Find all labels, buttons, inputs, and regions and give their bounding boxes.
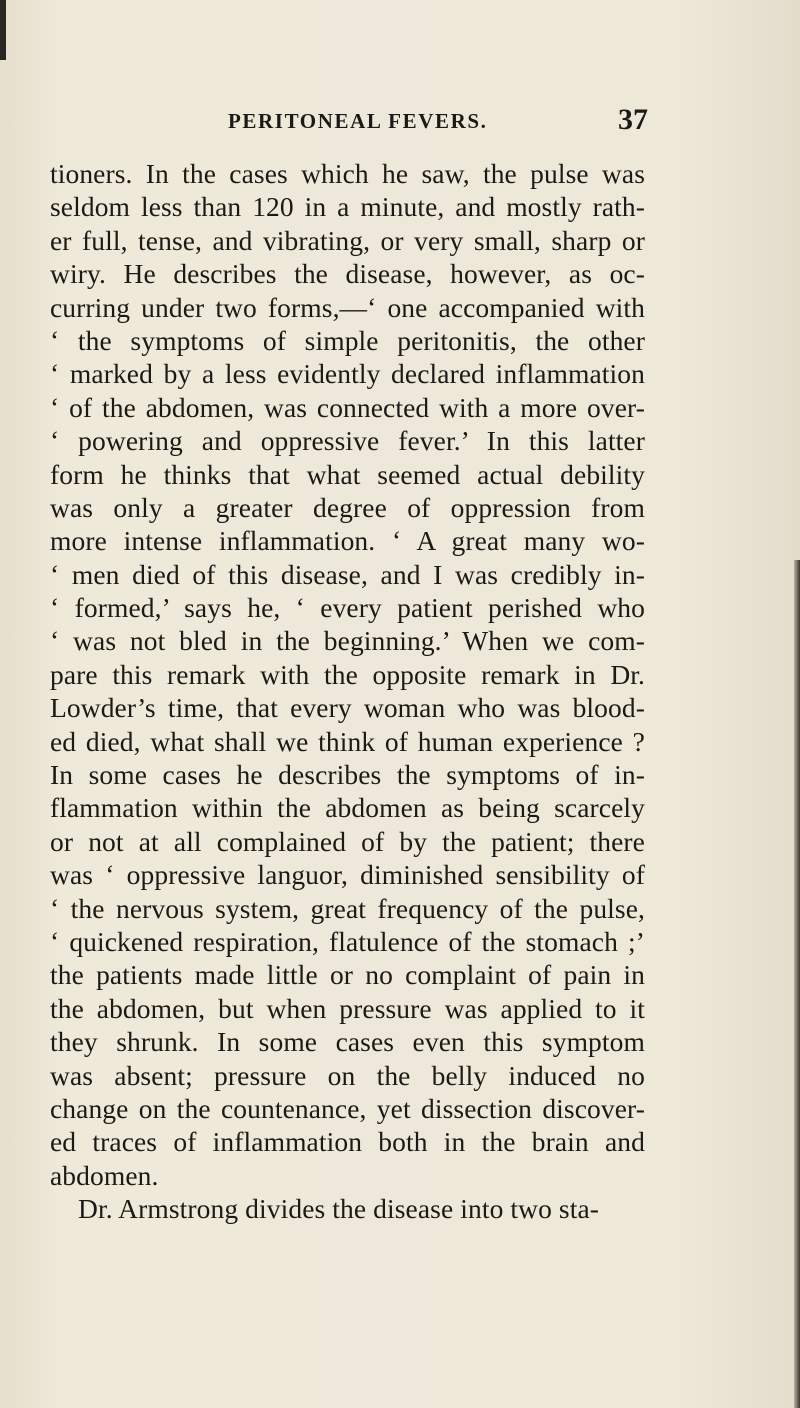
text-line: curring under two forms,—‘ one accompanied with [50, 291, 645, 323]
text-line: wiry. He describes the disease, however, as oc- [50, 258, 645, 290]
text-line: more intense inflammation. ‘ A great many wo- [50, 525, 645, 557]
text-line: ‘ of the abdomen, was connected with a more over- [50, 391, 645, 423]
text-line: ed traces of inflammation both in the brain and [50, 1126, 645, 1158]
text-line: ‘ powering and oppressive fever.’ In this latter [50, 425, 645, 457]
text-line: flammation within the abdomen as being scarcely [50, 792, 645, 824]
text-line: abdomen. [50, 1159, 159, 1191]
text-line: er full, tense, and vibrating, or very small, sharp or [50, 224, 645, 256]
text-line-paragraph-start: Dr. Armstrong divides the disease into two sta- [78, 1193, 600, 1225]
text-line: ‘ men died of this disease, and I was credibly in- [50, 558, 645, 590]
text-line: ed died, what shall we think of human experience ? [50, 725, 645, 757]
text-line: ‘ was not bled in the beginning.’ When we com- [50, 625, 645, 657]
scan-edge-right [794, 560, 800, 1408]
text-line: the abdomen, but when pressure was applied to it [50, 992, 645, 1024]
text-line: ‘ formed,’ says he, ‘ every patient perished who [50, 592, 645, 624]
text-line: was ‘ oppressive languor, diminished sensibility of [50, 859, 645, 891]
text-line: was absent; pressure on the belly induced no [50, 1059, 645, 1091]
text-line: form he thinks that what seemed actual debility [50, 458, 645, 490]
text-line: ‘ quickened respiration, flatulence of the stomach ;’ [50, 925, 645, 957]
text-line: tioners. In the cases which he saw, the pulse was [50, 158, 645, 189]
text-line: change on the countenance, yet dissection discover- [50, 1092, 645, 1124]
text-line: the patients made little or no complaint of pain in [50, 959, 645, 991]
body-text [50, 157, 645, 1226]
text-line: was only a greater degree of oppression from [50, 491, 645, 523]
text-line: they shrunk. In some cases even this symptom [50, 1026, 645, 1058]
running-head [228, 103, 648, 143]
running-title: PERITONEAL FEVERS. [228, 109, 488, 133]
scan-edge-left [0, 0, 6, 60]
text-line: or not at all complained of by the patient; there [50, 825, 645, 857]
text-line: pare this remark with the opposite remark in Dr. [50, 658, 645, 690]
page-number: 37 [618, 103, 648, 136]
text-line: In some cases he describes the symptoms of in- [50, 759, 645, 791]
text-line: seldom less than 120 in a minute, and mostly rath- [50, 191, 645, 223]
text-line: ‘ marked by a less evidently declared inflammation [50, 358, 645, 390]
text-line: Lowder’s time, that every woman who was blood- [50, 692, 645, 724]
text-line: ‘ the nervous system, great frequency of the pulse, [50, 892, 645, 924]
text-line: ‘ the symptoms of simple peritonitis, the other [50, 324, 645, 356]
